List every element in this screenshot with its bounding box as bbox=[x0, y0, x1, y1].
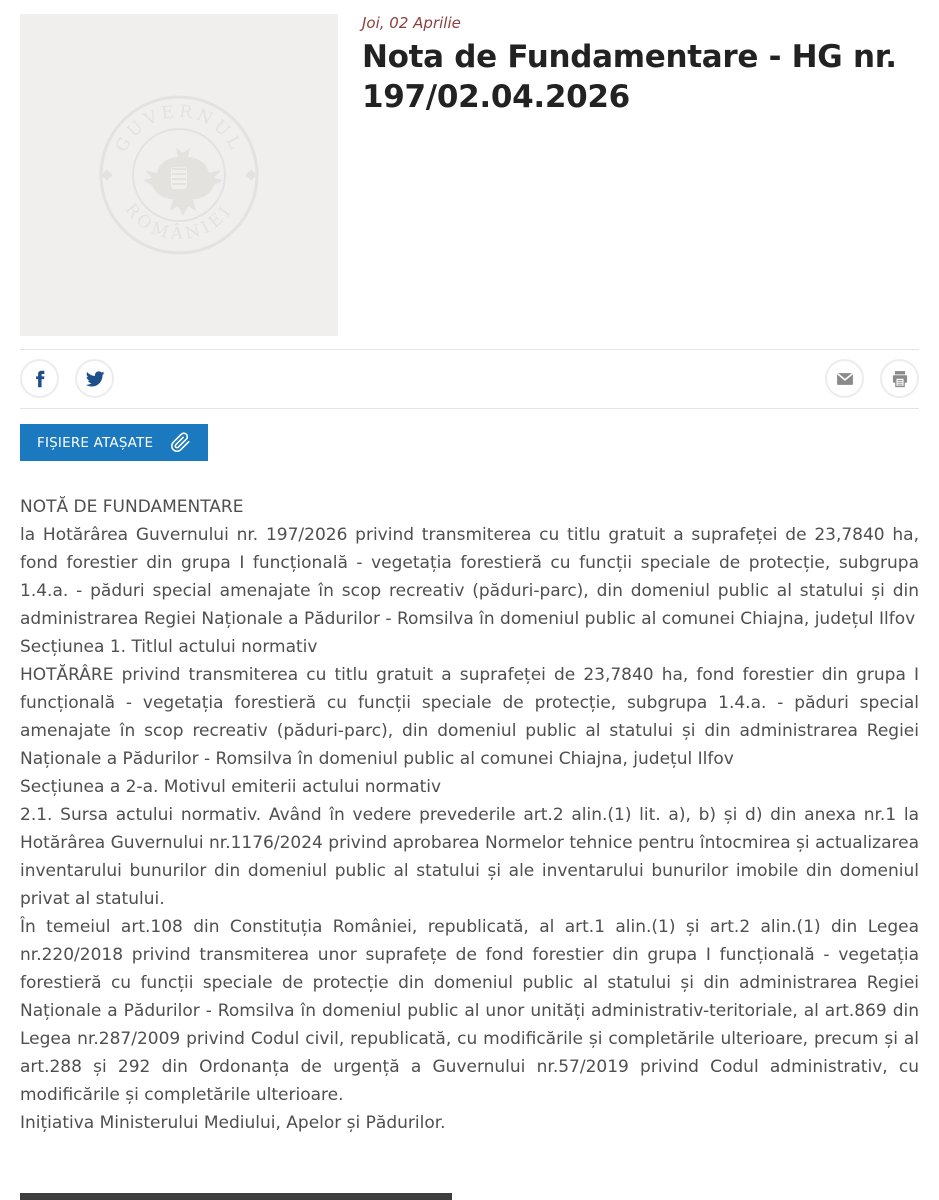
seal-eagle-emblem bbox=[143, 143, 223, 216]
twitter-icon bbox=[85, 369, 105, 389]
article-image-placeholder bbox=[20, 14, 338, 336]
article-header-text bbox=[338, 14, 919, 117]
paragraph: În temeiul art.108 din Constituția României, republicată, al art.1 alin.(1) și art.2 alin.(1) din Legea nr.220/2018 privind transmiterea unor suprafețe de fond forestier din grupa I funcțională - vegetația forestieră cu funcții speciale de protecție din domeniul public al statului și din administrarea Regiei Naționale a Pădurilor - Romsilva în domeniul public al unor unități administrativ-teritoriale, al art.869 din Legea nr.287/2009 privind Codul civil, republicată, cu modificările și completările ulterioare, precum și al art.288 și 292 din Ordonanța de urgență a Guvernului nr.57/2019 privind Codul administrativ, cu modificările și completările ulterioare. bbox=[20, 917, 919, 1105]
guvernul-romaniei-seal-logo bbox=[59, 55, 299, 295]
paperclip-icon bbox=[170, 432, 191, 453]
document-heading: NOTĂ DE FUNDAMENTARE bbox=[20, 497, 244, 517]
facebook-icon bbox=[31, 370, 49, 388]
article-date: Joi, 02 Aprilie bbox=[362, 14, 461, 32]
paragraph: 2.1. Sursa actului normativ. Având în vedere prevederile art.2 alin.(1) lit. a), b) și d) din anexa nr.1 la Hotărârea Guvernului nr.1176/2024 privind aprobarea Normelor tehnice pentru întocmirea și actualizarea inventarului bunurilor din domeniul public al statului și ale inventarului bunurilor imobile din domeniul privat al statului. bbox=[20, 805, 919, 909]
seal-text-bottom: ROMÂNIEI bbox=[120, 199, 238, 245]
section-heading: Secțiunea 1. Titlul actului normativ bbox=[20, 637, 318, 657]
page-title: Nota de Fundamentare - HG nr. 197/02.04.2026 bbox=[362, 39, 897, 115]
utility-actions-group bbox=[809, 359, 919, 398]
article-header bbox=[20, 14, 919, 336]
email-icon bbox=[835, 369, 855, 389]
attachments-row bbox=[20, 424, 919, 461]
print-icon bbox=[890, 369, 910, 389]
paragraph: HOTĂRÂRE privind transmiterea cu titlu gratuit a suprafeței de 23,7840 ha, fond forestier din grupa I funcțională - vegetația forestieră cu funcții speciale de protecție, subgrupa 1.4.a. - păduri special amenajate în scop recreativ (păduri-parc), din domeniul public al statului și din administrarea Regiei Naționale a Pădurilor - Romsilva în domeniul public al comunei Chiajna, județul Ilfov bbox=[20, 665, 919, 769]
twitter-share-button[interactable] bbox=[75, 359, 114, 398]
paragraph: Inițiativa Ministerului Mediului, Apelor și Pădurilor. bbox=[20, 1113, 446, 1133]
section-heading: Secțiunea a 2-a. Motivul emiterii actului normativ bbox=[20, 777, 442, 797]
clipped-next-text-line bbox=[20, 1193, 452, 1200]
share-bar bbox=[20, 349, 919, 409]
article-body bbox=[20, 493, 919, 1137]
print-button[interactable] bbox=[880, 359, 919, 398]
facebook-share-button[interactable] bbox=[20, 359, 59, 398]
email-button[interactable] bbox=[825, 359, 864, 398]
attachments-button[interactable] bbox=[20, 424, 208, 461]
social-share-group bbox=[20, 359, 130, 398]
attachments-button-label: FIȘIERE ATAȘATE bbox=[37, 434, 154, 451]
seal-text-top: GUVERNUL bbox=[111, 101, 247, 156]
paragraph: la Hotărârea Guvernului nr. 197/2026 privind transmiterea cu titlu gratuit a suprafeței de 23,7840 ha, fond forestier din grupa I funcțională - vegetația forestieră cu funcții speciale de protecție, subgrupa 1.4.a. - păduri special amenajate în scop recreativ (păduri-parc), din domeniul public al statului și din administrarea Regiei Naționale a Pădurilor - Romsilva în domeniul public al comunei Chiajna, județul Ilfov bbox=[20, 525, 919, 629]
